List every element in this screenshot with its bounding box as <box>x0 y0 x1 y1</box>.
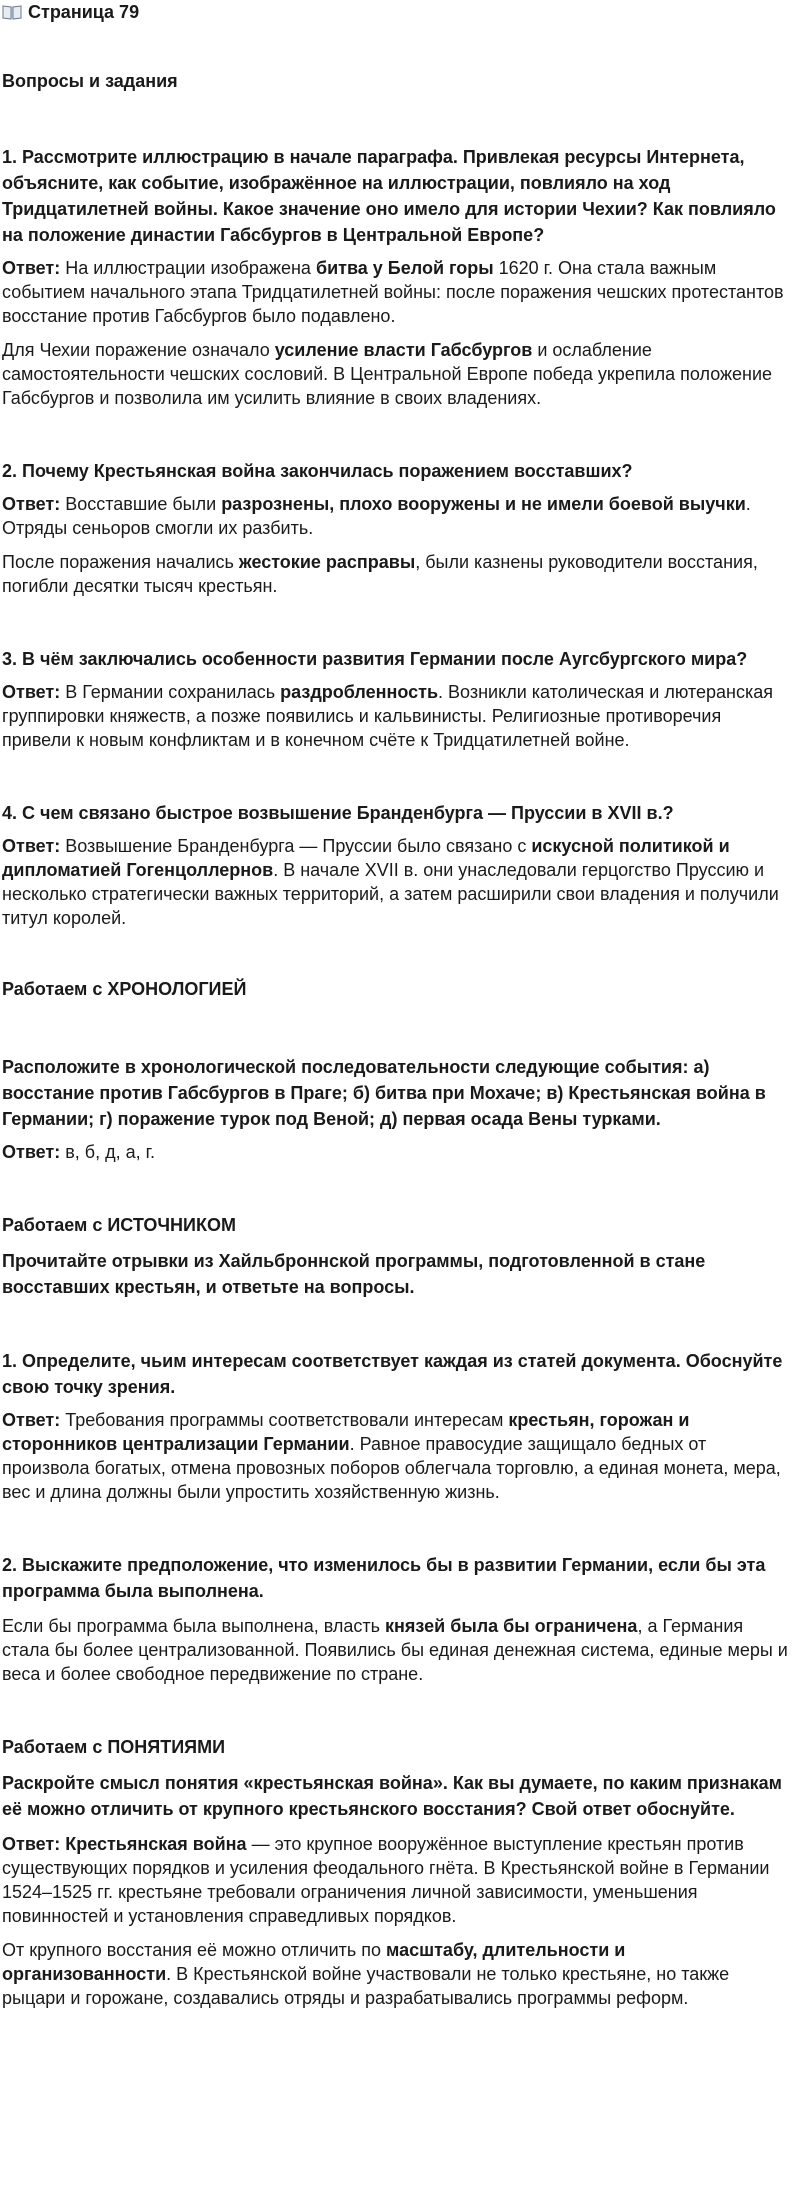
answer-label: Ответ: <box>2 1142 61 1162</box>
answer-text: На иллюстрации изображена <box>60 258 316 278</box>
section-title-concepts: Работаем с ПОНЯТИЯМИ <box>2 1737 226 1757</box>
question-2: 2. Почему Крестьянская война закончилась поражением восставших? <box>2 461 633 481</box>
section-title-source: Работаем с ИСТОЧНИКОМ <box>2 1215 236 1235</box>
source-answer-1: Ответ: Требования программы соответствовали интересам крестьян, горожан и сторонников централизации Германии. Равное правосудие защищало бедных от произвола богатых, отмена провозных поборов облегчала торговлю, а единая монета, мера, вес и длина должны были упростить хозяйственную жизнь. <box>2 1410 781 1502</box>
answer-3-paragraph-1: Ответ: В Германии сохранилась раздробленность. Возникли католическая и лютеранская группировки княжеств, а позже появились и кальвинисты. Религиозные противоречия привели к новым конфликтам и в конечном счёте к Тридцатилетней войне. <box>2 682 773 750</box>
question-3: 3. В чём заключались особенности развития Германии после Аугсбургского мира? <box>2 649 748 669</box>
chronology-answer-text: в, б, д, а, г. <box>60 1142 155 1162</box>
concepts-answer-1: Ответ: Крестьянская война — это крупное вооружённое выступление крестьян против существующих порядков и усиления феодального гнёта. В Крестьянской войне в Германии 1524–1525 гг. крестьяне требовали ограничения личной зависимости, уменьшения повинностей и установления справедливых порядков. <box>2 1834 770 1926</box>
answer-emphasis: Ответ: Крестьянская война <box>2 1834 247 1854</box>
answer-1-paragraph-1: Ответ: На иллюстрации изображена битва у Белой горы 1620 г. Она стала важным событием начального этапа Тридцатилетней войны: после поражения чешских протестантов восстание против Габсбургов было подавлено. <box>2 258 784 326</box>
question-4: 4. С чем связано быстрое возвышение Бранденбурга — Пруссии в XVII в.? <box>2 803 674 823</box>
question-1: 1. Рассмотрите иллюстрацию в начале параграфа. Привлекая ресурсы Интернета, объясните, как событие, изображённое на иллюстрации, повлияло на ход Тридцатилетней войны. Какое значение оно имело для истории Чехии? Как повлияло на положение династии Габсбургов в Центральной Европе? <box>2 147 776 245</box>
section-title-chronology: Работаем с ХРОНОЛОГИЕЙ <box>2 979 247 999</box>
answer-emphasis: крестьян, горожан и сторонников централизации Германии <box>2 1410 690 1454</box>
answer-emphasis: усиление власти Габсбургов <box>274 340 533 360</box>
open-book-icon <box>2 4 22 20</box>
answer-emphasis: князей была бы ограничена <box>385 1616 638 1636</box>
chronology-answer <box>2 1140 792 1164</box>
source-question-1: 1. Определите, чьим интересам соответствует каждая из статей документа. Обоснуйте свою точку зрения. <box>2 1351 783 1397</box>
answer-emphasis: раздробленность <box>280 682 439 702</box>
source-task: Прочитайте отрывки из Хайльброннской программы, подготовленной в стане восставших крестьян, и ответьте на вопросы. <box>2 1251 706 1297</box>
answer-2-paragraph-1: Ответ: Восставшие были разрознены, плохо вооружены и не имели боевой выучки. Отряды сеньоров смогли их разбить. <box>2 494 751 538</box>
answer-1-paragraph-2: Для Чехии поражение означало усиление власти Габсбургов и ослабление самостоятельности чешских сословий. В Центральной Европе победа укрепила положение Габсбургов и позволила им усилить влияние в своих владениях. <box>2 340 773 408</box>
page-title: Страница 79 <box>28 1 140 22</box>
source-answer-2: Если бы программа была выполнена, власть князей была бы ограничена, а Германия стала бы более централизованной. Появились бы единая денежная система, единые меры и веса и более свободное передвижение по стране. <box>2 1616 788 1684</box>
chronology-task: Расположите в хронологической последовательности следующие события: а) восстание против Габсбургов в Праге; б) битва при Мохаче; в) Крестьянская война в Германии; г) поражение турок под Веной; д) первая осада Вены турками. <box>2 1057 766 1129</box>
concepts-task: Раскройте смысл понятия «крестьянская война». Как вы думаете, по каким признакам её можно отличить от крупного крестьянского восстания? Свой ответ обоснуйте. <box>2 1773 782 1819</box>
answer-emphasis: битва у Белой горы <box>315 258 494 278</box>
source-question-2: 2. Выскажите предположение, что изменилось бы в развитии Германии, если бы эта программа была выполнена. <box>2 1555 766 1601</box>
answer-emphasis: жестокие расправы <box>238 552 416 572</box>
concepts-answer-2: От крупного восстания её можно отличить по масштабу, длительности и организованности. В Крестьянской войне участвовали не только крестьяне, но также рыцари и горожане, создавались отряды и разрабатывались программы реформ. <box>2 1940 730 2008</box>
answer-label: Ответ: <box>2 258 61 278</box>
answer-4-paragraph-1: Ответ: Возвышение Бранденбурга — Пруссии было связано с искусной политикой и дипломатией Гогенцоллернов. В начале XVII в. они унаследовали герцогство Пруссию и несколько стратегически важных территорий, а затем расширили свои владения и получили титул королей. <box>2 836 779 928</box>
section-title-questions: Вопросы и задания <box>2 71 178 91</box>
answer-emphasis: масштабу, длительности и организованности <box>2 1940 626 1984</box>
answer-2-paragraph-2: После поражения начались жестокие расправы, были казнены руководители восстания, погибли десятки тысяч крестьян. <box>2 552 758 596</box>
page-header <box>2 0 792 24</box>
answer-emphasis: искусной политикой и дипломатией Гогенцоллернов <box>2 836 730 880</box>
answer-emphasis: разрознены, плохо вооружены и не имели боевой выучки <box>221 494 746 514</box>
